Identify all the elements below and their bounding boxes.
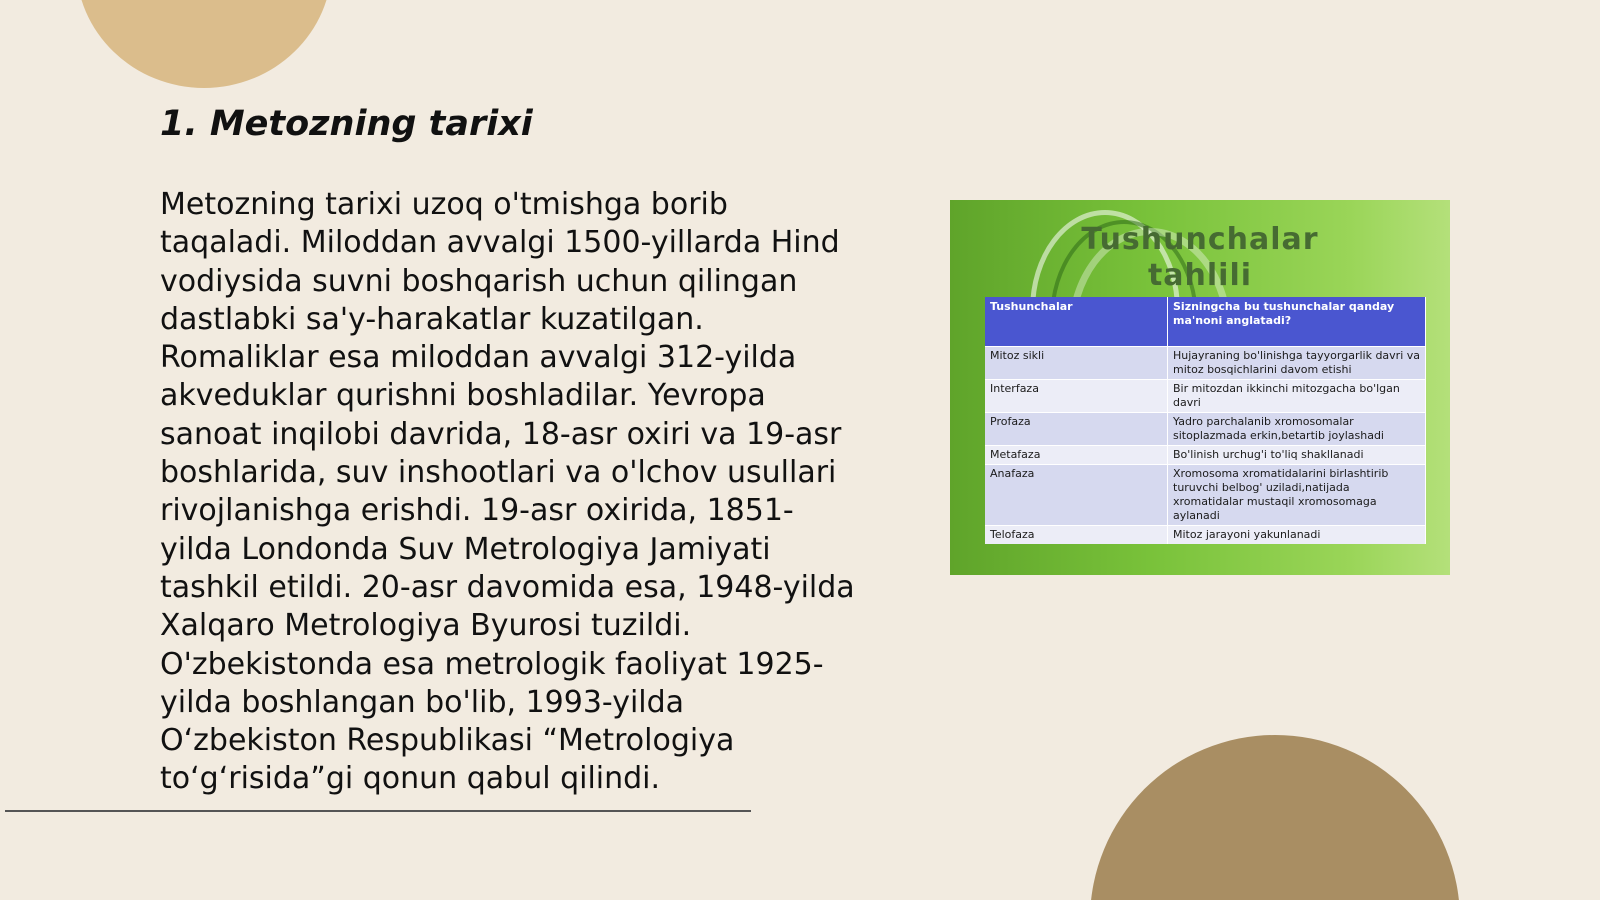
table-cell: Metafaza: [985, 446, 1168, 465]
table-row: [985, 413, 1426, 446]
table-cell: Mitoz sikli: [985, 347, 1168, 380]
body-line: tashkil etildi. 20-asr davomida esa, 1948-yilda: [160, 569, 855, 605]
table-cell: Telofaza: [985, 526, 1168, 545]
body-line: akveduklar qurishni boshladilar. Yevropa: [160, 378, 766, 414]
table-cell: Interfaza: [985, 380, 1168, 413]
body-line: sanoat inqilobi davrida, 18-asr oxiri va 19-asr: [160, 416, 842, 452]
body-line: boshlarida, suv inshootlari va o'lchov usullari: [160, 455, 837, 491]
body-line: taqaladi. Miloddan avvalgi 1500-yillarda Hind: [160, 225, 840, 261]
table-header-cell: Tushunchalar: [985, 297, 1168, 347]
table-cell: Profaza: [985, 413, 1168, 446]
table-row: [985, 347, 1426, 380]
body-line: Xalqaro Metrologiya Byurosi tuzildi.: [160, 608, 692, 644]
body-line: yilda boshlangan bo'lib, 1993-yilda: [160, 684, 685, 720]
table-row: [985, 526, 1426, 545]
slide-body-text: [160, 186, 855, 799]
table-cell: Bo'linish urchug'i to'liq shakllanadi: [1168, 446, 1426, 465]
table-row: [985, 446, 1426, 465]
body-line: Metozning tarixi uzoq o'tmishga borib: [160, 187, 728, 222]
concepts-table: [985, 297, 1426, 544]
table-cell: Mitoz jarayoni yakunlanadi: [1168, 526, 1426, 545]
image-title-line: Tushunchalar: [1081, 222, 1319, 257]
table-row: [985, 380, 1426, 413]
table-cell: Hujayraning bo'linishga tayyorgarlik davri va mitoz bosqichlarini davom etishi: [1168, 347, 1426, 380]
body-line: Romaliklar esa miloddan avvalgi 312-yilda: [160, 340, 797, 376]
slide-title: 1. Metozning tarixi: [160, 104, 533, 144]
table-cell: Bir mitozdan ikkinchi mitozgacha bo'lgan davri: [1168, 380, 1426, 413]
table-row: [985, 465, 1426, 526]
body-line: to‘g‘risida”gi qonun qabul qilindi.: [160, 761, 661, 797]
body-line: O‘zbekiston Respublikasi “Metrologiya: [160, 723, 735, 759]
divider-line: [5, 810, 751, 812]
decorative-circle-bottom: [1090, 735, 1460, 900]
table-cell: Anafaza: [985, 465, 1168, 526]
decorative-circle-top: [76, 0, 332, 88]
body-line: vodiysida suvni boshqarish uchun qilingan: [160, 263, 798, 299]
table-header-row: [985, 297, 1426, 347]
table-cell: Yadro parchalanib xromosomalar sitoplazmada erkin,betartib joylashadi: [1168, 413, 1426, 446]
image-title-line: tahlili: [1147, 258, 1253, 293]
table-cell: Xromosoma xromatidalarini birlashtirib turuvchi belbog' uziladi,natijada xromatidalar mustaqil xromosomaga aylanadi: [1168, 465, 1426, 526]
body-line: O'zbekistonda esa metrologik faoliyat 1925-: [160, 646, 824, 682]
body-line: yilda Londonda Suv Metrologiya Jamiyati: [160, 531, 771, 567]
mitosis-table-image: [950, 200, 1450, 575]
image-title: [1050, 222, 1350, 294]
body-line: dastlabki sa'y-harakatlar kuzatilgan.: [160, 301, 704, 337]
body-line: rivojlanishga erishdi. 19-asr oxirida, 1851-: [160, 493, 794, 529]
table-header-cell: Sizningcha bu tushunchalar qanday ma'noni anglatadi?: [1168, 297, 1426, 347]
